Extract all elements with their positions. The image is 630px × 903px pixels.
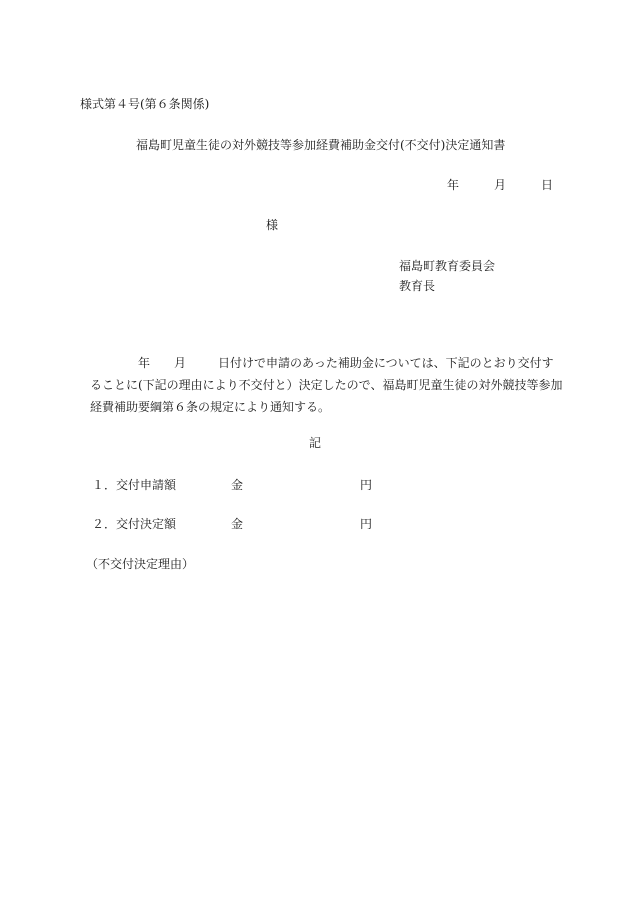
item-decision-amount-yen: 円 <box>360 517 373 531</box>
item-decision-amount-label: ２．交付決定額 <box>92 517 177 531</box>
reason-label: （不交付決定理由） <box>86 557 195 571</box>
item-decision-amount-kin: 金 <box>231 517 244 531</box>
issuer-org: 福島町教育委員会 <box>399 259 496 273</box>
ki-heading: 記 <box>309 436 322 450</box>
document-title: 福島町児童生徒の対外競技等参加経費補助金交付(不交付)決定通知書 <box>136 138 506 152</box>
date-year: 年 <box>447 178 460 192</box>
body-line1-rest: 日付けで申請のあった補助金については、下記のとおり交付す <box>218 356 554 370</box>
item-application-amount-label: １．交付申請額 <box>92 478 177 492</box>
item-application-amount-kin: 金 <box>231 478 244 492</box>
body-line3: 経費補助要綱第６条の規定により通知する。 <box>90 400 331 414</box>
body-month: 月 <box>174 356 187 370</box>
date-month: 月 <box>494 178 507 192</box>
item-application-amount-yen: 円 <box>360 478 373 492</box>
body-line2: ることに(下記の理由により不交付と）決定したので、福島町児童生徒の対外競技等参加 <box>90 378 563 392</box>
addressee-suffix: 様 <box>266 218 279 232</box>
date-day: 日 <box>541 178 554 192</box>
body-year: 年 <box>138 356 151 370</box>
issuer-title: 教育長 <box>399 279 436 293</box>
form-number: 様式第４号(第６条関係) <box>80 97 210 111</box>
